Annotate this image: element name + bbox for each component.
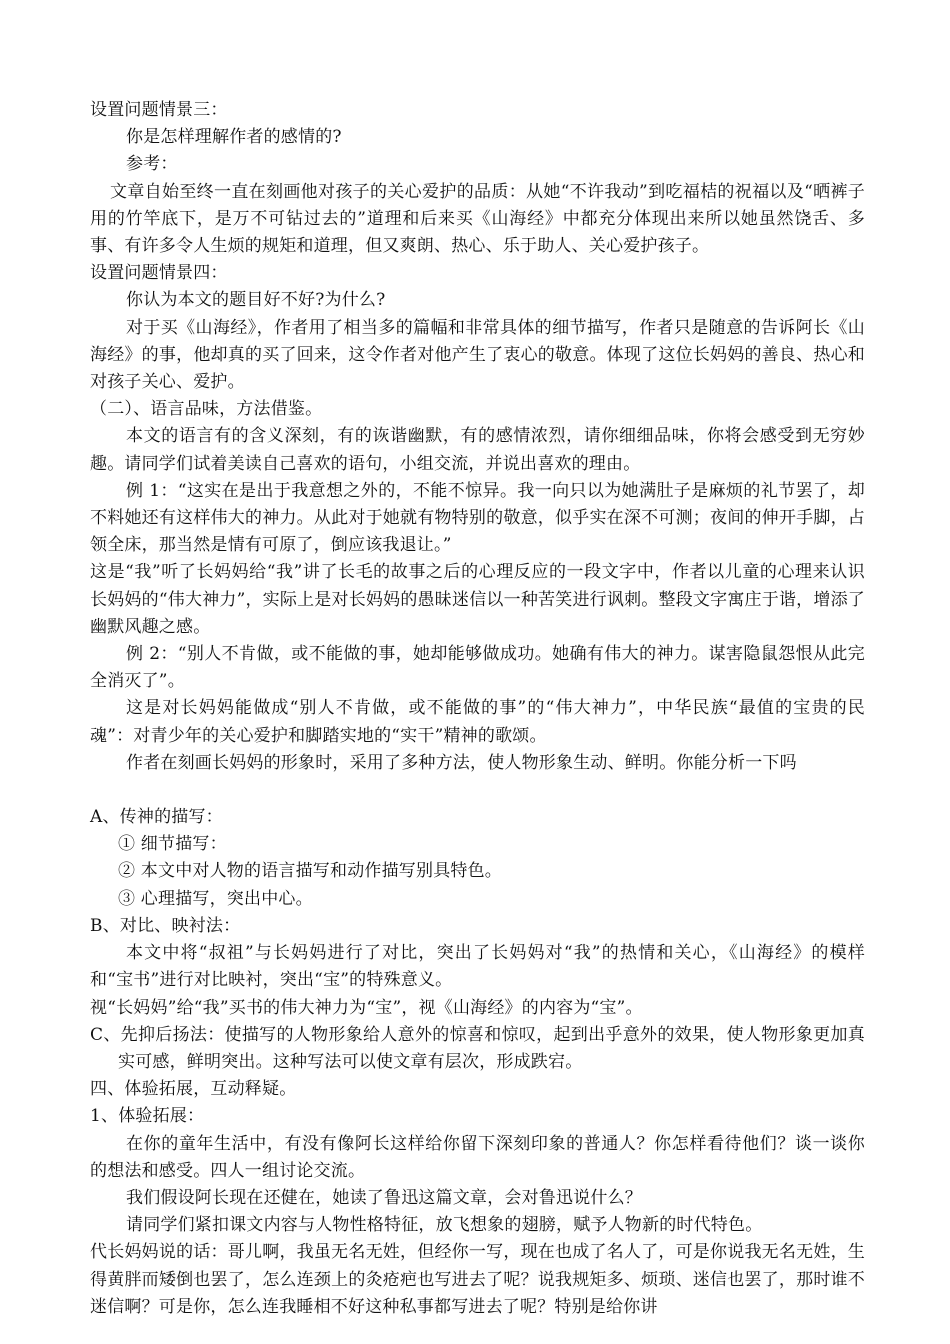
reference-label: 参考： [126,154,178,175]
heading-b: B、对比、映衬法： [90,915,241,936]
example-2-paragraph: 例 2：“别人不肯做，或不能做的事，她却能够做成功。她确有伟大的神力。谋害隐鼠怨恨从此完全消灭了”。 [90,644,865,692]
question-line: 你认为本文的题目好不好?为什么? [126,290,386,311]
section-heading-language: （二）、语言品味，方法借鉴。 [90,399,323,420]
analysis-paragraph: 这是“我”听了长妈妈给“我”讲了长毛的故事之后的心理反应的一段文字中，作者以儿童的心理来认识长妈妈的“伟大神力”，实际上是对长妈妈的愚昧迷信以一种苦笑进行讽刺。整段文字寓庄于谐，增添了幽默风趣之感。 [90,562,865,637]
answer-paragraph: 对于买《山海经》，作者用了相当多的篇幅和非常具体的细节描写，作者只是随意的告诉阿长《山海经》的事，他却真的买了回来，这令作者对他产生了衷心的敬意。体现了这位长妈妈的善良、热心和对孩子关心、爱护。 [90,317,865,393]
body-paragraph: 本文中将“叔祖”与长妈妈进行了对比，突出了长妈妈对“我”的热情和关心，《山海经》的模样和“宝书”进行对比映衬，突出“宝”的特殊意义。 [90,943,865,991]
body-line: 视“长妈妈”给“我”买书的伟大神力为“宝”，视《山海经》的内容为“宝”。 [90,997,643,1018]
example-1-paragraph: 例 1：“这实在是出于我意想之外的，不能不惊异。我一向只以为她满肚子是麻烦的礼节罢了，却不料她还有这样伟大的神力。从此对于她就有物特别的敬意，似乎实在深不可测；夜间的伸开手脚，占领全床，那当然是情有可原了，倒应该我退让。” [90,480,865,556]
analysis-paragraph: 这是对长妈妈能做成“别人不肯做，或不能做的事”的“伟大神力”，中华民族“最值的宝贵的民魂”：对青少年的关心爱护和脚踏实地的“实干”精神的歌颂。 [90,698,865,746]
document-page [90,97,865,1321]
list-item: ① 细节描写： [118,834,227,855]
heading-scenario-4: 设置问题情景四： [90,263,228,284]
body-paragraph: 我们假设阿长现在还健在，她读了鲁迅这篇文章，会对鲁迅说什么？ [126,1187,642,1208]
question-line: 你是怎样理解作者的感情的? [126,127,342,148]
blank-gap [90,777,865,804]
body-paragraph: 在你的童年生活中，有没有像阿长这样给你留下深刻印象的普通人？你怎样看待他们？谈一谈你的想法和感受。四人一组讨论交流。 [90,1133,865,1181]
subheading-1: 1、体验拓展： [90,1106,205,1127]
heading-c-paragraph: C、先抑后扬法：使描写的人物形象给人意外的惊喜和惊叹，起到出乎意外的效果，使人物形象更加真实可感，鲜明突出。这种写法可以使文章有层次，形成跌宕。 [90,1024,865,1072]
heading-a: A、传神的描写： [90,807,223,828]
list-item: ③ 心理描写，突出中心。 [118,888,313,909]
section-heading-4: 四、体验拓展，互动释疑。 [90,1079,297,1100]
heading-scenario-3: 设置问题情景三： [90,100,228,120]
body-paragraph: 本文的语言有的含义深刻，有的诙谐幽默，有的感情浓烈，请你细细品味，你将会感受到无穷妙趣。请同学们试着美读自己喜欢的语句，小组交流，并说出喜欢的理由。 [90,426,865,474]
reference-paragraph: 文章自始至终一直在刻画他对孩子的关心爱护的品质：从她“不许我动”到吃福桔的祝福以及“晒裤子用的竹竿底下，是万不可钻过去的”道理和后来买《山海经》中都充分体现出来所以她虽然饶舌、多事、有许多令人生烦的规矩和道理，但又爽朗、热心、乐于助人、关心爱护孩子。 [90,181,865,257]
body-paragraph: 代长妈妈说的话：哥儿啊，我虽无名无姓，但经你一写，现在也成了名人了，可是你说我无名无姓，生得黄胖而矮倒也罢了，怎么连颈上的灸疮疤也写进去了呢？说我规矩多、烦琐、迷信也罢了，那时谁不迷信啊？可是你，怎么连我睡相不好这种私事都写进去了呢？特别是给你讲 [90,1242,865,1317]
body-paragraph: 请同学们紧扣课文内容与人物性格特征，放飞想象的翅膀，赋予人物新的时代特色。 [126,1215,763,1236]
list-item: ② 本文中对人物的语言描写和动作描写别具特色。 [118,861,503,882]
body-paragraph: 作者在刻画长妈妈的形象时，采用了多种方法，使人物形象生动、鲜明。你能分析一下吗 [126,752,797,773]
